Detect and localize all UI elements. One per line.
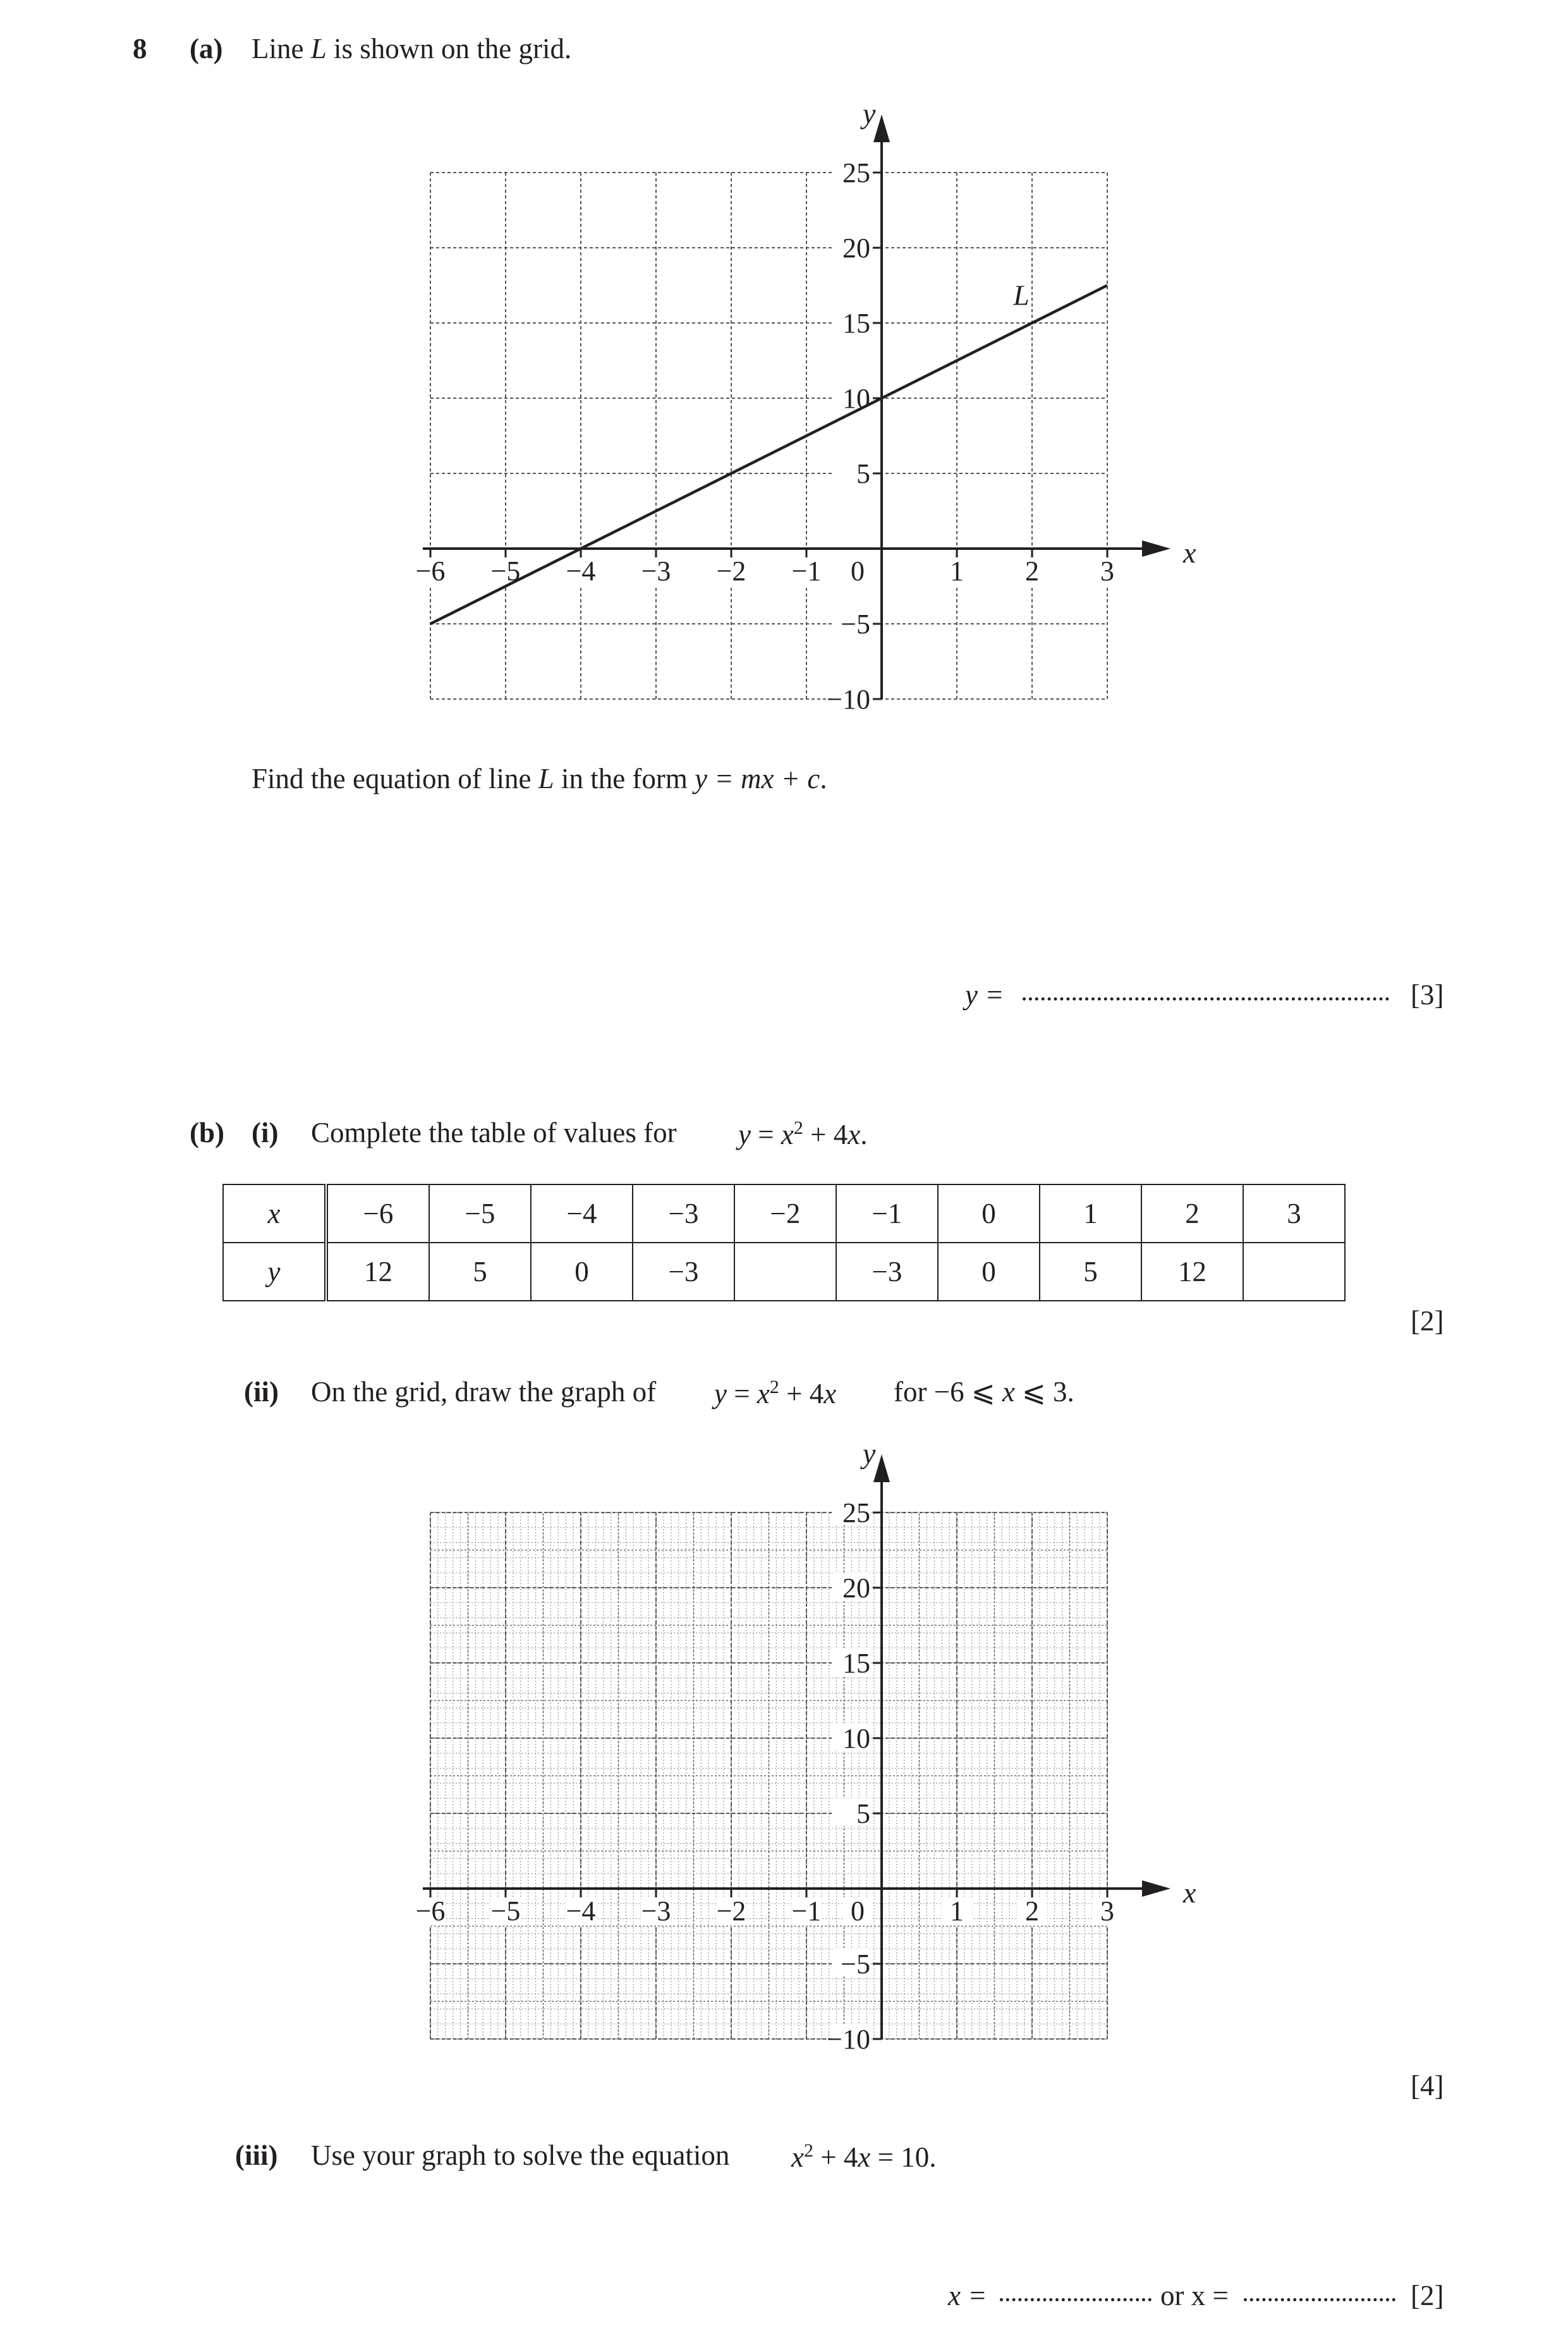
part-b-ii-range: for −6 ⩽ x ⩽ 3. (894, 1376, 1074, 1408)
part-b-iii-text: Use your graph to solve the equation (311, 2139, 730, 2171)
table-y-cell: −3 (836, 1243, 938, 1301)
x-axis-label: x (1183, 1877, 1196, 1909)
y-tick-label: 10 (842, 1723, 870, 1754)
graph-quadratic-grid[interactable] (379, 1435, 1196, 2079)
part-b-iii-answer-mid: or x = (1160, 2280, 1229, 2311)
y-tick-label: −10 (827, 2024, 870, 2055)
y-axis-label: y (863, 1437, 876, 1470)
x-tick-label: −2 (716, 1896, 746, 1926)
x-tick-label: −3 (641, 1896, 671, 1926)
table-x-cell: −2 (734, 1184, 836, 1243)
part-b-iii-marks: [2] (1411, 2280, 1444, 2311)
x-tick-label: −4 (566, 1896, 596, 1926)
x-tick-label: −1 (791, 556, 822, 587)
y-tick-label: 25 (842, 1497, 870, 1528)
table-row-y (223, 1243, 1345, 1301)
x-tick-label: 1 (950, 556, 964, 587)
table-y-cell: −3 (633, 1243, 734, 1301)
part-b-iii-answer-prefix: x = (948, 2280, 987, 2311)
table-x-cell: 1 (1040, 1184, 1141, 1243)
x-tick-label: −5 (490, 1896, 521, 1926)
part-b-i-equation: $y = x^2 + 4x$. (738, 1117, 868, 1150)
y-tick-label: 5 (856, 1798, 870, 1829)
table-y-cell: 0 (531, 1243, 633, 1301)
table-y-cell-blank[interactable] (1243, 1243, 1345, 1301)
x-tick-label: −6 (415, 1896, 446, 1926)
table-x-cell: −1 (836, 1184, 938, 1243)
part-a-answer-blank[interactable] (1023, 997, 1389, 1001)
x-axis-arrow (1142, 540, 1170, 557)
fine-grid (430, 1512, 1107, 2039)
y-axis-arrow (873, 114, 890, 142)
table-of-values (222, 1184, 1346, 1301)
table-y-cell: 0 (938, 1243, 1040, 1301)
part-a-marks: [3] (1411, 979, 1444, 1011)
y-tick-label: 20 (842, 1573, 870, 1604)
table-y-cell: 12 (1141, 1243, 1243, 1301)
question-number: 8 (133, 33, 147, 64)
x-tick-label: 1 (950, 1896, 964, 1926)
part-b-i-text: Complete the table of values for (311, 1117, 677, 1148)
y-tick-label: 15 (842, 308, 870, 339)
x-tick-label: 3 (1100, 556, 1114, 587)
x-tick-label: 3 (1100, 1896, 1114, 1926)
part-b-label: (b) (190, 1117, 224, 1148)
table-x-cell: 3 (1243, 1184, 1345, 1243)
table-x-cell: −6 (326, 1184, 429, 1243)
y-tick-label: −5 (841, 1949, 870, 1980)
part-b-iii-answer-blank-1[interactable] (1000, 2298, 1152, 2301)
table-y-header: y (223, 1243, 326, 1301)
table-x-cell: 0 (938, 1184, 1040, 1243)
part-b-ii-marks: [4] (1411, 2070, 1444, 2102)
y-tick-label: 5 (856, 458, 870, 489)
table-y-cell: 5 (429, 1243, 531, 1301)
part-b-iii-label: (iii) (235, 2139, 278, 2171)
x-axis-label: x (1183, 537, 1196, 569)
y-tick-label: 15 (842, 1648, 870, 1679)
line-l (430, 286, 1107, 624)
part-b-iii-equation: $x^2 + 4x = 10$. (791, 2140, 937, 2173)
x-tick-label: −3 (641, 556, 671, 587)
y-tick-label: −5 (841, 609, 870, 640)
graph-line-l (379, 95, 1196, 739)
x-tick-label: −1 (791, 1896, 822, 1926)
x-tick-label: 2 (1025, 556, 1039, 587)
table-y-cell: 5 (1040, 1243, 1141, 1301)
part-a-instruction: Find the equation of line L in the form y = mx + c. (252, 763, 827, 794)
y-tick-label: 20 (842, 233, 870, 264)
table-x-cell: −5 (429, 1184, 531, 1243)
table-x-cell: 2 (1141, 1184, 1243, 1243)
table-y-cell: 12 (326, 1243, 429, 1301)
part-b-i-label: (i) (252, 1117, 279, 1148)
part-a-intro: Line L is shown on the grid. (252, 33, 572, 64)
part-a-label: (a) (190, 33, 223, 64)
major-grid (430, 173, 1107, 699)
x-tick-label: −5 (490, 556, 521, 587)
y-axis-label: y (863, 97, 876, 130)
table-x-header: x (223, 1184, 326, 1243)
x-axis-arrow (1142, 1880, 1170, 1897)
part-b-i-marks: [2] (1411, 1305, 1444, 1337)
y-tick-label: 10 (842, 383, 870, 414)
table-y-cell-blank[interactable] (734, 1243, 836, 1301)
y-tick-label: 25 (842, 157, 870, 188)
part-a-answer-prefix: y = (965, 979, 1004, 1011)
x-tick-label: −6 (415, 556, 446, 587)
part-b-ii-label: (ii) (244, 1376, 279, 1408)
part-b-ii-equation: $y = x^2 + 4x$ (714, 1377, 837, 1409)
x-tick-label: 0 (851, 556, 865, 587)
line-l-label: L (1013, 279, 1030, 312)
table-x-cell: −3 (633, 1184, 734, 1243)
x-tick-label: −4 (566, 556, 596, 587)
part-b-iii-answer-blank-2[interactable] (1244, 2298, 1395, 2301)
x-tick-label: 2 (1025, 1896, 1039, 1926)
table-row-x (223, 1184, 1345, 1243)
x-tick-label: −2 (716, 556, 746, 587)
table-x-cell: −4 (531, 1184, 633, 1243)
y-tick-label: −10 (827, 684, 870, 715)
part-b-ii-text: On the grid, draw the graph of (311, 1376, 657, 1408)
x-tick-label: 0 (851, 1896, 865, 1926)
y-axis-arrow (873, 1454, 890, 1482)
